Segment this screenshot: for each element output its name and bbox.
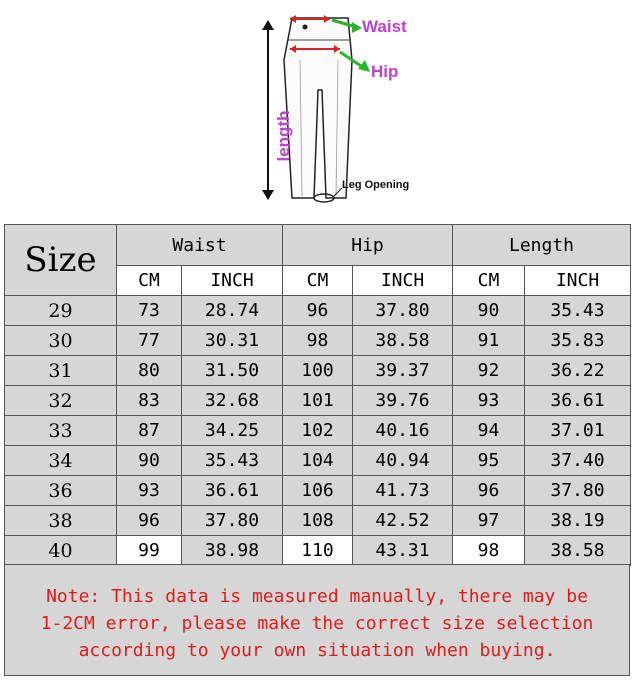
hip-inch-cell: 41.73	[353, 476, 453, 506]
hip-group-header: Hip	[283, 225, 453, 266]
length-inch-cell: 37.40	[525, 446, 631, 476]
table-row	[5, 536, 631, 566]
length-group-header: Length	[453, 225, 631, 266]
hip-inch-cell: 39.37	[353, 356, 453, 386]
size-chart-table	[4, 224, 631, 566]
waist-inch-cell: 30.31	[182, 326, 283, 356]
length-cm-cell: 97	[453, 506, 525, 536]
table-row	[5, 476, 631, 506]
length-cm-cell: 90	[453, 296, 525, 326]
hip-cm-cell: 108	[283, 506, 353, 536]
size-cell: 34	[5, 446, 117, 476]
length-inch-cell: 35.43	[525, 296, 631, 326]
measurement-note	[4, 564, 630, 676]
table-row	[5, 386, 631, 416]
hip-cm-cell: 110	[283, 536, 353, 566]
hip-inch-cell: 39.76	[353, 386, 453, 416]
table-row	[5, 326, 631, 356]
hip-inch-cell: 43.31	[353, 536, 453, 566]
length-cm-cell: 95	[453, 446, 525, 476]
waist-label: Waist	[362, 17, 407, 36]
hip-inch-cell: 38.58	[353, 326, 453, 356]
pants-diagram-panel	[0, 0, 633, 224]
table-row	[5, 416, 631, 446]
hip-label: Hip	[371, 62, 399, 81]
length-label: length	[274, 110, 293, 162]
hip-inch-cell: 37.80	[353, 296, 453, 326]
length-cm-cell: 98	[453, 536, 525, 566]
size-cell: 38	[5, 506, 117, 536]
size-cell: 31	[5, 356, 117, 386]
length-inch-cell: 37.80	[525, 476, 631, 506]
size-cell: 36	[5, 476, 117, 506]
waist-cm-cell: 96	[117, 506, 182, 536]
waist-cm-cell: 83	[117, 386, 182, 416]
waist-inch-cell: 37.80	[182, 506, 283, 536]
length-cm-header: CM	[453, 266, 525, 296]
length-inch-cell: 36.22	[525, 356, 631, 386]
hip-cm-cell: 100	[283, 356, 353, 386]
hip-inch-cell: 40.94	[353, 446, 453, 476]
waist-cm-cell: 73	[117, 296, 182, 326]
length-cm-cell: 93	[453, 386, 525, 416]
hip-cm-cell: 106	[283, 476, 353, 506]
table-row	[5, 506, 631, 536]
waist-inch-cell: 34.25	[182, 416, 283, 446]
hip-cm-cell: 102	[283, 416, 353, 446]
length-cm-cell: 92	[453, 356, 525, 386]
waist-inch-header: INCH	[182, 266, 283, 296]
size-cell: 33	[5, 416, 117, 446]
waist-group-header: Waist	[117, 225, 283, 266]
hip-inch-cell: 40.16	[353, 416, 453, 446]
hip-cm-header: CM	[283, 266, 353, 296]
waist-cm-header: CM	[117, 266, 182, 296]
size-cell: 30	[5, 326, 117, 356]
waist-inch-cell: 31.50	[182, 356, 283, 386]
length-inch-cell: 38.19	[525, 506, 631, 536]
waist-cm-cell: 93	[117, 476, 182, 506]
waist-inch-cell: 36.61	[182, 476, 283, 506]
table-row	[5, 356, 631, 386]
waist-inch-cell: 28.74	[182, 296, 283, 326]
length-cm-cell: 91	[453, 326, 525, 356]
hip-cm-cell: 98	[283, 326, 353, 356]
waist-cm-cell: 80	[117, 356, 182, 386]
waist-inch-cell: 38.98	[182, 536, 283, 566]
table-row	[5, 446, 631, 476]
hip-cm-cell: 96	[283, 296, 353, 326]
hip-inch-cell: 42.52	[353, 506, 453, 536]
length-cm-cell: 96	[453, 476, 525, 506]
length-inch-cell: 35.83	[525, 326, 631, 356]
length-cm-cell: 94	[453, 416, 525, 446]
waist-cm-cell: 90	[117, 446, 182, 476]
note-line-2: 1-2CM error, please make the correct size selection	[40, 613, 594, 634]
table-header-row	[5, 225, 631, 266]
size-cell: 32	[5, 386, 117, 416]
length-inch-cell: 37.01	[525, 416, 631, 446]
leg-opening-label: Leg Opening	[342, 179, 410, 191]
size-cell: 40	[5, 536, 117, 566]
note-line-1: Note: This data is measured manually, there may be	[46, 586, 588, 607]
hip-inch-header: INCH	[353, 266, 453, 296]
waist-cm-cell: 87	[117, 416, 182, 446]
size-rows	[5, 296, 631, 566]
length-inch-cell: 36.61	[525, 386, 631, 416]
table-row	[5, 296, 631, 326]
waist-inch-cell: 35.43	[182, 446, 283, 476]
size-column-header: Size	[5, 225, 117, 296]
waist-inch-cell: 32.68	[182, 386, 283, 416]
hip-cm-cell: 104	[283, 446, 353, 476]
pants-illustration	[0, 0, 633, 224]
size-cell: 29	[5, 296, 117, 326]
note-line-3: according to your own situation when buying.	[78, 640, 556, 661]
length-inch-header: INCH	[525, 266, 631, 296]
hip-cm-cell: 101	[283, 386, 353, 416]
waist-cm-cell: 77	[117, 326, 182, 356]
length-inch-cell: 38.58	[525, 536, 631, 566]
waist-cm-cell: 99	[117, 536, 182, 566]
